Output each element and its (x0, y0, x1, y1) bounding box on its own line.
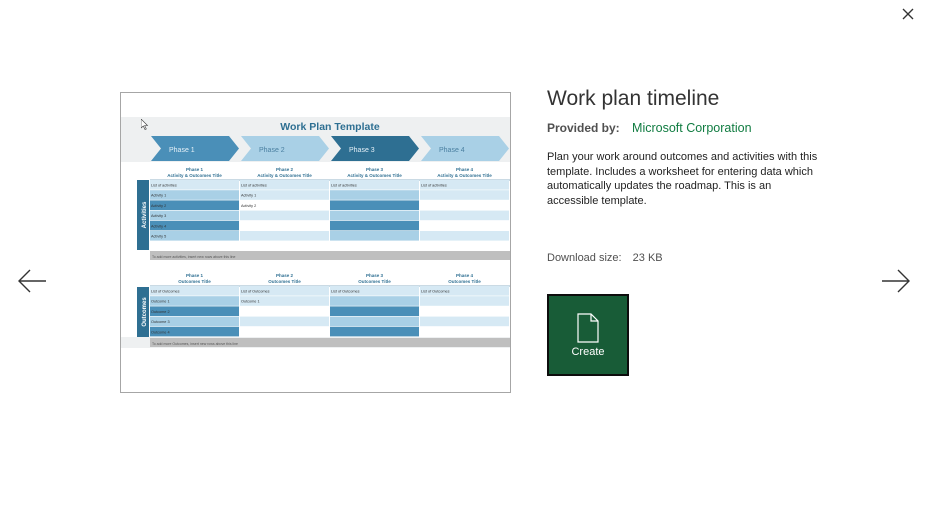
preview-column-subtitle: Outcomes Title (178, 279, 211, 284)
preview-column-subtitle: Outcomes Title (268, 279, 301, 284)
preview-cell (330, 296, 419, 306)
preview-column-phase: Phase 3 (365, 167, 384, 172)
preview-column-phase: Phase 2 (275, 167, 294, 172)
close-button[interactable] (898, 4, 918, 24)
preview-cell (240, 317, 329, 327)
preview-cell (330, 306, 419, 316)
preview-cell (330, 190, 419, 200)
preview-cell (420, 231, 509, 241)
close-icon (898, 4, 918, 24)
previous-template-button[interactable] (16, 266, 48, 296)
preview-cell (330, 221, 419, 231)
preview-row-label: Activity 1 (151, 193, 167, 198)
preview-cell (420, 327, 509, 337)
preview-cell (240, 327, 329, 337)
next-template-button[interactable] (880, 266, 912, 296)
preview-cell (330, 211, 419, 221)
preview-column-phase: Phase 1 (185, 273, 204, 278)
preview-outcomes-label: Outcomes (142, 297, 148, 327)
preview-cell (330, 317, 419, 327)
preview-column-phase: Phase 3 (365, 273, 384, 278)
preview-row-label: Outcome 2 (151, 309, 170, 314)
preview-row-label: Activity 3 (151, 214, 167, 219)
preview-row-label: List of Outcomes (421, 289, 450, 294)
preview-cell (330, 200, 419, 210)
preview-cell (420, 317, 509, 327)
arrow-right-icon (880, 266, 912, 296)
preview-cell (240, 221, 329, 231)
create-button-label: Create (571, 346, 605, 358)
preview-column-phase: Phase 1 (185, 167, 204, 172)
preview-row-label: List of activities (241, 183, 267, 188)
preview-cell (240, 211, 329, 221)
preview-row-label: Outcome 1 (151, 299, 170, 304)
preview-cell (240, 231, 329, 241)
preview-column-phase: Phase 2 (275, 273, 294, 278)
provider-link[interactable]: Microsoft Corporation (632, 121, 752, 135)
download-size-row (547, 252, 663, 264)
preview-row-label: Activity 2 (151, 203, 167, 208)
preview-row-label: List of activities (151, 183, 177, 188)
download-size-value: 23 KB (632, 252, 663, 264)
template-description: Plan your work around outcomes and activities with this template. Includes a worksheet for entering data which automatically updates the roadmap. This is an accessible template. (547, 151, 818, 207)
preview-cell (420, 211, 509, 221)
preview-cell (330, 327, 419, 337)
preview-cell (420, 221, 509, 231)
preview-row-label: Outcome 4 (151, 330, 170, 335)
preview-row-label: List of Outcomes (331, 289, 360, 294)
preview-phase-arrow (331, 136, 419, 161)
preview-column-subtitle: Outcomes Title (358, 279, 391, 284)
preview-phase-label: Phase 1 (169, 147, 195, 154)
preview-phase-label: Phase 3 (349, 147, 375, 154)
preview-phase-label: Phase 2 (259, 147, 285, 154)
mouse-cursor-icon (141, 119, 149, 130)
preview-row-label: List of activities (331, 183, 357, 188)
preview-phase-arrow (151, 136, 239, 161)
preview-cell (420, 200, 509, 210)
preview-sheet-title: Work Plan Template (280, 121, 380, 133)
preview-cell (330, 231, 419, 241)
preview-row-label: Outcome 3 (151, 320, 170, 325)
provided-by-row (547, 121, 752, 135)
preview-row-label: List of Outcomes (151, 289, 180, 294)
preview-column-subtitle: Activity & Outcomes Title (437, 173, 492, 178)
preview-row-label: Activity 1 (241, 193, 257, 198)
preview-cell (240, 306, 329, 316)
provided-by-label: Provided by: (547, 121, 620, 135)
preview-row-label: Outcome 1 (241, 299, 260, 304)
preview-cell (420, 296, 509, 306)
preview-row-label: List of activities (421, 183, 447, 188)
preview-activities-label: Activities (142, 201, 148, 229)
preview-row-label: List of Outcomes (241, 289, 270, 294)
preview-column-subtitle: Activity & Outcomes Title (347, 173, 402, 178)
template-preview-image (121, 93, 510, 392)
preview-phase-label: Phase 4 (439, 147, 465, 154)
preview-cell (420, 190, 509, 200)
preview-phase-arrow (421, 136, 509, 161)
download-size-label: Download size: (547, 252, 622, 264)
preview-column-subtitle: Activity & Outcomes Title (167, 173, 222, 178)
create-button[interactable] (547, 294, 629, 376)
preview-row-label: Activity 4 (151, 224, 167, 229)
template-preview (120, 92, 511, 393)
preview-column-subtitle: Activity & Outcomes Title (257, 173, 312, 178)
preview-column-subtitle: Outcomes Title (448, 279, 481, 284)
preview-phase-arrow (241, 136, 329, 161)
document-icon (576, 313, 600, 343)
preview-outcomes-note: To add more Outcomes, insert new rows above this line (152, 342, 238, 346)
template-title: Work plan timeline (547, 87, 720, 110)
preview-column-phase: Phase 4 (455, 273, 474, 278)
preview-cell (420, 306, 509, 316)
preview-row-label: Activity 5 (151, 234, 167, 239)
preview-row-label: Activity 2 (241, 203, 257, 208)
arrow-left-icon (16, 266, 48, 296)
preview-column-phase: Phase 4 (455, 167, 474, 172)
preview-activities-note: To add more activities, insert new rows above this line (152, 255, 236, 259)
